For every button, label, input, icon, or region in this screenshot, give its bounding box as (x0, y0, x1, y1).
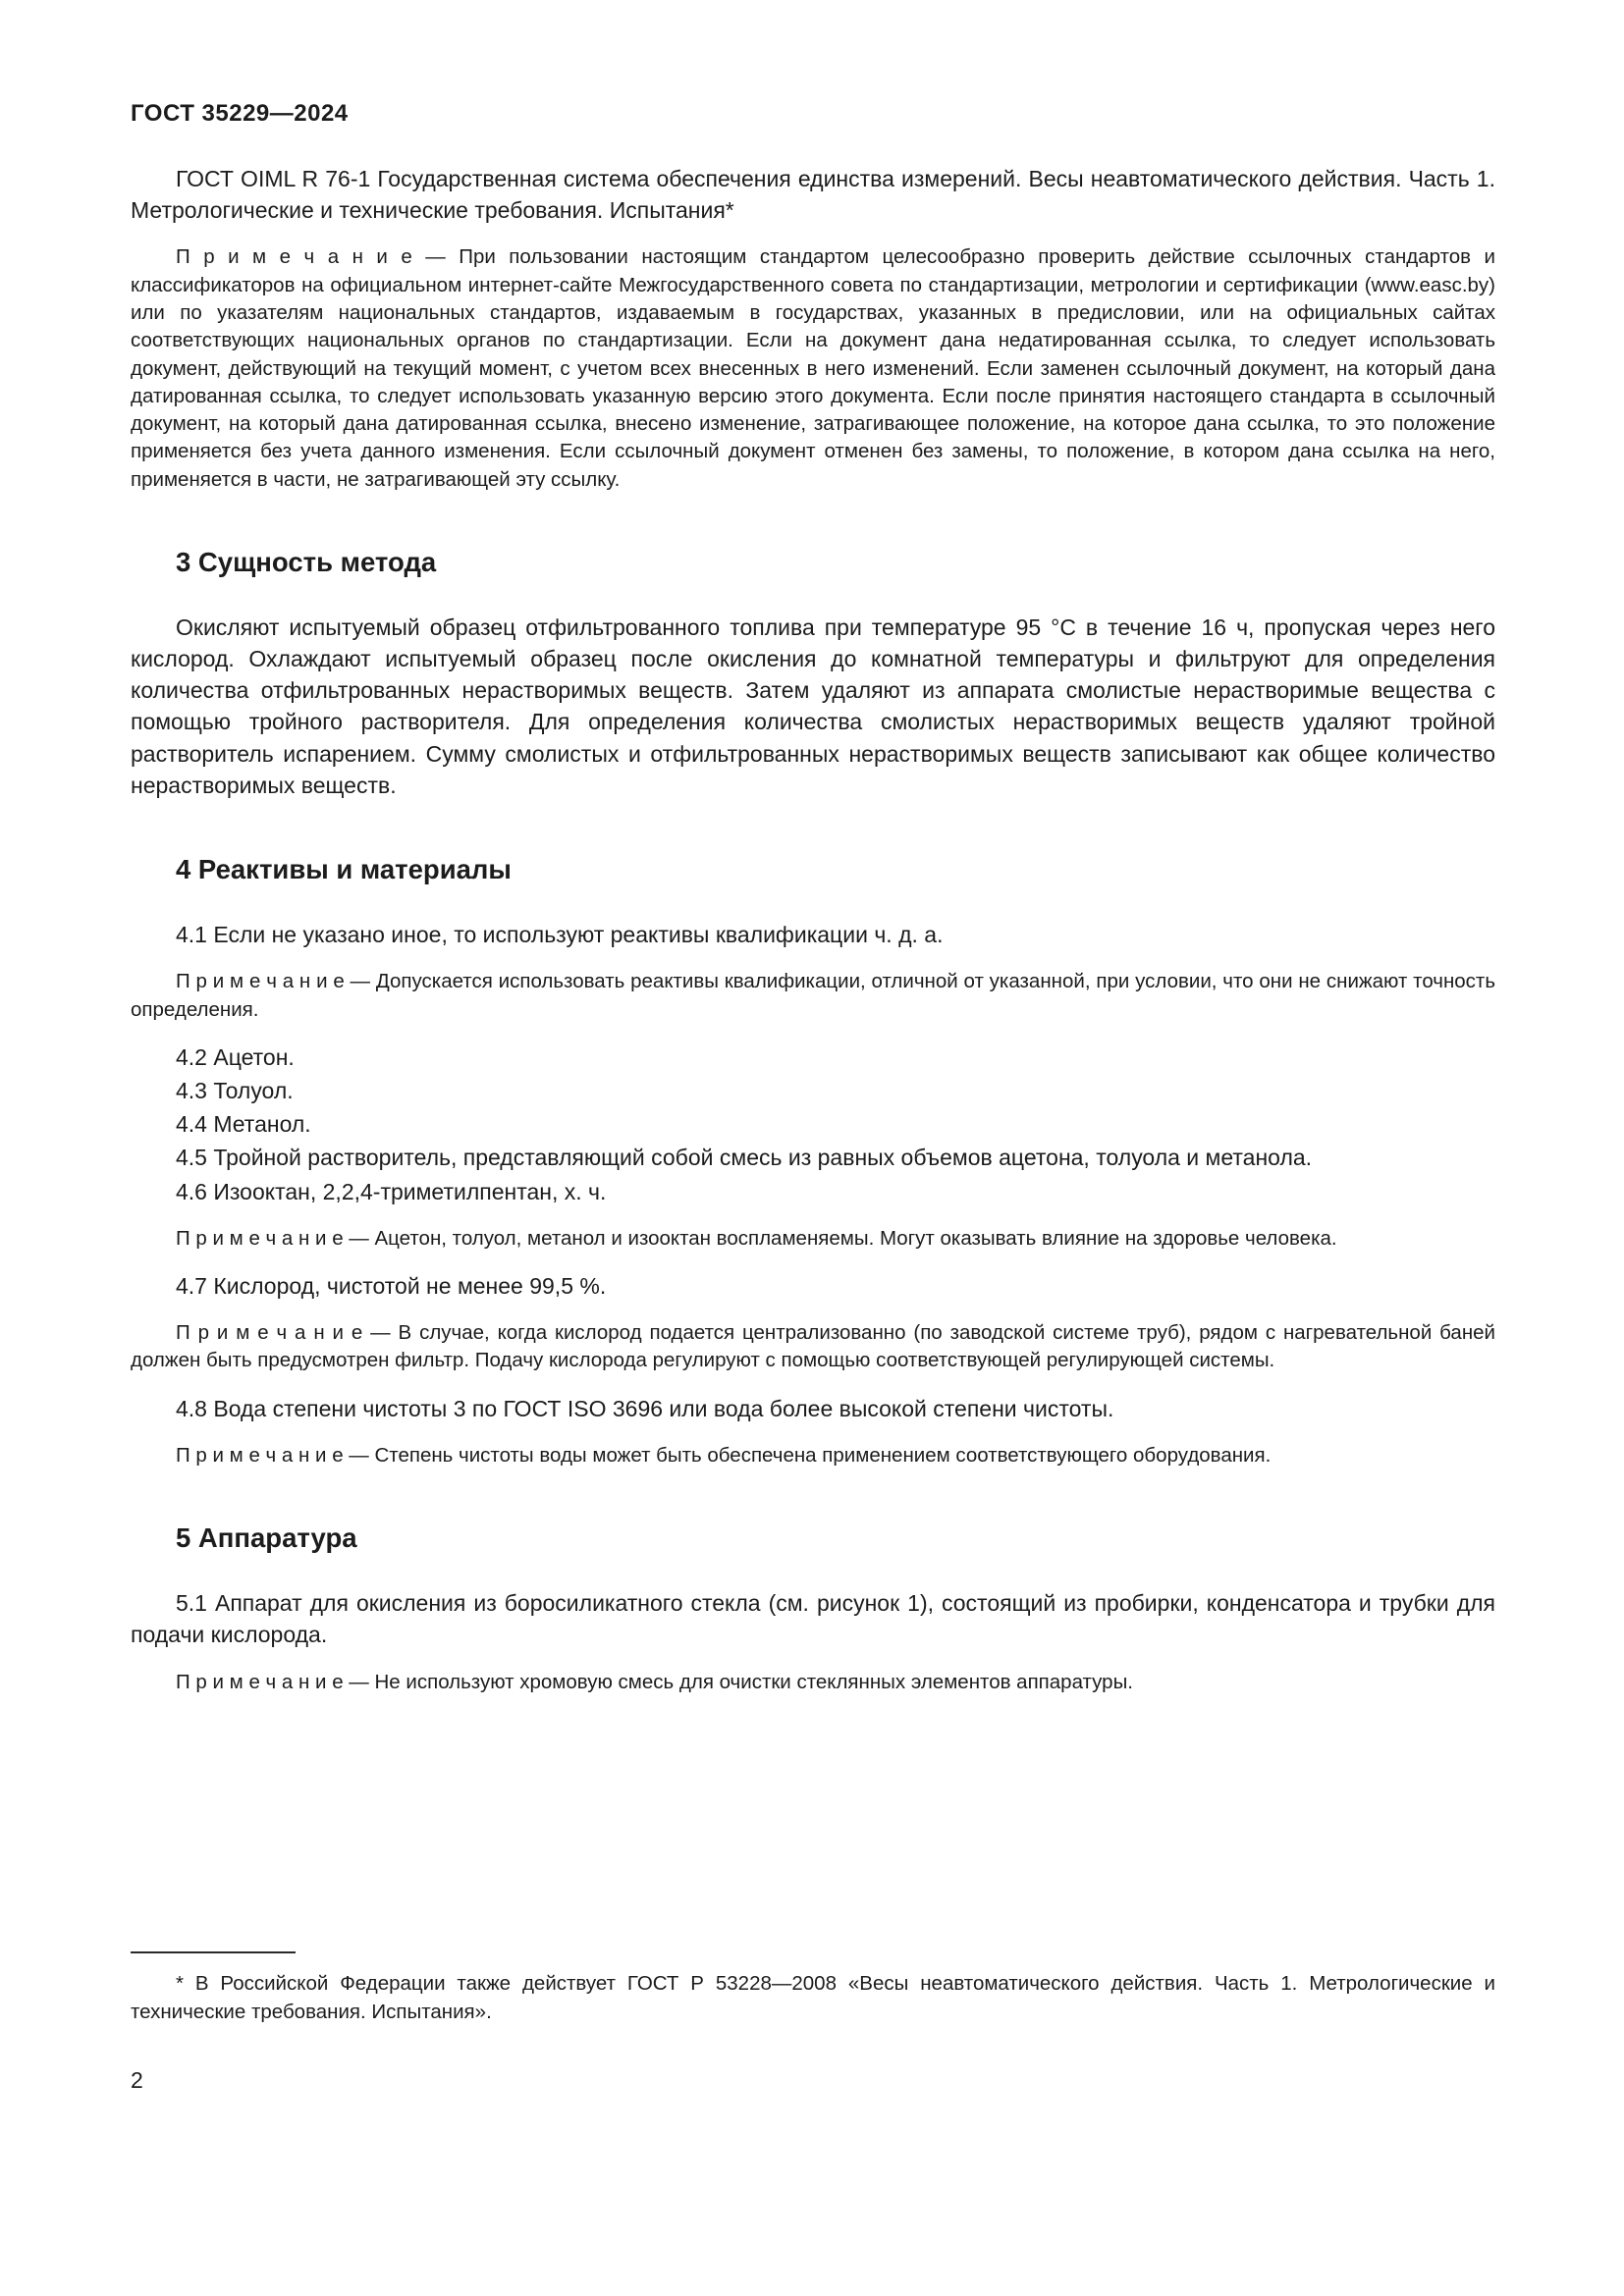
reference-entry: ГОСТ OIML R 76-1 Государственная система обеспечения единства измерений. Весы неавтоматического действия. Часть 1. Метрологические и технические требования. Испытания* (131, 166, 1495, 224)
doc-number: ГОСТ 35229—2024 (131, 100, 349, 127)
clause-4-4: 4.4 Метанол. (176, 1111, 311, 1138)
clause-4-6: 4.6 Изооктан, 2,2,4-триметилпентан, х. ч. (176, 1178, 607, 1204)
section-3-paragraph: Окисляют испытуемый образец отфильтрованного топлива при температуре 95 °С в течение 16 ч, пропуская через него кислород. Охлаждают испытуемый образец после окисления до комнатной температуры и фильтруют для определения количества отфильтрованных нерастворимых веществ. Затем удаляют из аппарата смолистые нерастворимые вещества с помощью тройного растворителя. Для определения количества смолистых нерастворимых веществ удаляют тройной растворитель испарением. Сумму смолистых и отфильтрованных нерастворимых веществ записывают как общее количество нерастворимых веществ. (131, 614, 1495, 798)
clause-4-3: 4.3 Толуол. (176, 1077, 294, 1103)
page-number: 2 (131, 2067, 143, 2093)
clause-4-5: 4.5 Тройной растворитель, представляющий собой смесь из равных объемов ацетона, толуола и метанола. (176, 1145, 1313, 1171)
clause-4-7: 4.7 Кислород, чистотой не менее 99,5 %. (176, 1273, 607, 1299)
footnote-area (131, 1951, 1495, 2026)
clause-4-1: 4.1 Если не указано иное, то используют реактивы квалификации ч. д. а. (176, 922, 944, 948)
section-3-heading: 3 Сущность метода (176, 546, 437, 577)
note-4-1: П р и м е ч а н и е — Допускается использовать реактивы квалификации, отличной от указанной, при условии, что они не снижают точность определения. (131, 970, 1495, 1021)
section-5-heading: 5 Аппаратура (176, 1522, 357, 1554)
clause-5-1: 5.1 Аппарат для окисления из боросиликатного стекла (см. рисунок 1), состоящий из пробирки, конденсатора и трубки для подачи кислорода. (131, 1590, 1495, 1648)
footnote-divider (131, 1951, 296, 1953)
section-4-heading: 4 Реактивы и материалы (176, 854, 512, 885)
note-4-8: П р и м е ч а н и е — Степень чистоты воды может быть обеспечена применением соответствующего оборудования. (176, 1443, 1272, 1467)
note-5-1: П р и м е ч а н и е — Не используют хромовую смесь для очистки стеклянных элементов аппаратуры. (176, 1670, 1134, 1693)
note-4-7: П р и м е ч а н и е — В случае, когда кислород подается централизованно (по заводской системе труб), рядом с нагревательной баней должен быть предусмотрен фильтр. Подачу кислорода регулируют с помощью соответствующей регулирующей системы. (131, 1321, 1495, 1372)
footnote: * В Российской Федерации также действует ГОСТ Р 53228—2008 «Весы неавтоматического действия. Часть 1. Метрологические и технические требования. Испытания». (131, 1972, 1495, 2024)
clause-4-2: 4.2 Ацетон. (176, 1043, 295, 1070)
clause-4-8: 4.8 Вода степени чистоты 3 по ГОСТ ISO 3696 или вода более высокой степени чистоты. (176, 1395, 1114, 1421)
note-4-6: П р и м е ч а н и е — Ацетон, толуол, метанол и изооктан воспламеняемы. Могут оказывать влияние на здоровье человека. (176, 1226, 1337, 1250)
note-references: П р и м е ч а н и е — При пользовании настоящим стандартом целесообразно проверить действие ссылочных стандартов и классификаторов на официальном интернет-сайте Межгосударственного совета по стандартизации, метрологии и сертификации (www.easc.by) или по указателям национальных стандартов, издаваемым в государствах, указанных в предисловии, или на официальных сайтах соответствующих национальных органов по стандартизации. Если на документ дана недатированная ссылка, то следует использовать документ, действующий на текущий момент, с учетом всех внесенных в него изменений. Если заменен ссылочный документ, на который дана датированная ссылка, то следует использовать указанную версию этого документа. Если после принятия настоящего стандарта в ссылочный документ, на который дана датированная ссылка, внесено изменение, затрагивающее положение, на которое дана ссылка, то это положение применяется без учета данного изменения. Если ссылочный документ отменен без замены, то положение, в котором дана ссылка на него, применяется в части, не затрагивающей эту ссылку. (131, 245, 1495, 491)
